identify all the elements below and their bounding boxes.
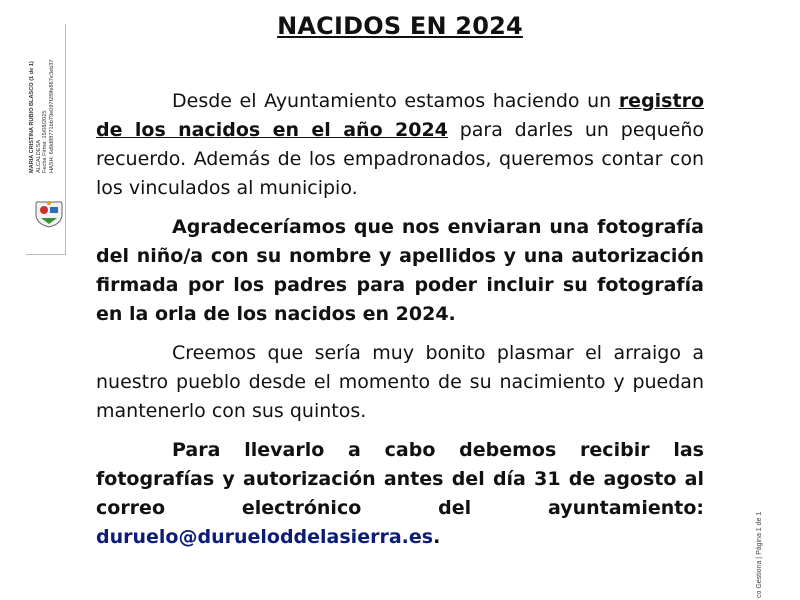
registry-highlight: registro de los nacidos en el año 2024 (96, 90, 704, 141)
email-link[interactable]: duruelo@durueloddelasierra.es (96, 526, 434, 548)
intro-text-end: para darles un pequeño recuerdo. Además de los empadronados, queremos contar con los vinculados al municipio. (96, 119, 704, 199)
deadline-text: Para llevarlo a cabo debemos recibir las fotografías y autorización antes del día 31 de agosto al correo electrónico del ayuntamiento: (96, 439, 704, 519)
page-title: NACIDOS EN 2024 (277, 12, 523, 40)
paragraph-intro (96, 87, 704, 203)
paragraph-deadline (96, 436, 704, 552)
signature-date: Fecha Firma: 15/08/2025 (42, 110, 49, 173)
coat-of-arms-icon (32, 200, 66, 228)
document-body (96, 87, 704, 562)
page-footer: co Gestiona | Página 1 de 1 (756, 511, 763, 598)
paragraph-request: Agradeceríamos que nos enviaran una fotografía del niño/a con su nombre y apellidos y una autorización firmada por los padres para poder incluir su fotografía en la orla de los nacidos en 2024. (96, 216, 704, 325)
intro-text-start: Desde el Ayuntamiento estamos haciendo un (172, 90, 619, 112)
signer-role: ALCALDESA (35, 140, 42, 173)
signer-name: MARIA CRISTINA RUBIO BLASCO (1 de 1) (29, 61, 35, 173)
signature-hash: HASH: 6d9d88771bb79e097f2f9fe867e3eb37 (48, 59, 55, 173)
signature-block (29, 59, 55, 173)
paragraph-roots: Creemos que sería muy bonito plasmar el arraigo a nuestro pueblo desde el momento de su nacimiento y puedan mantenerlo con sus quintos. (96, 342, 704, 422)
deadline-end: . (433, 526, 441, 548)
